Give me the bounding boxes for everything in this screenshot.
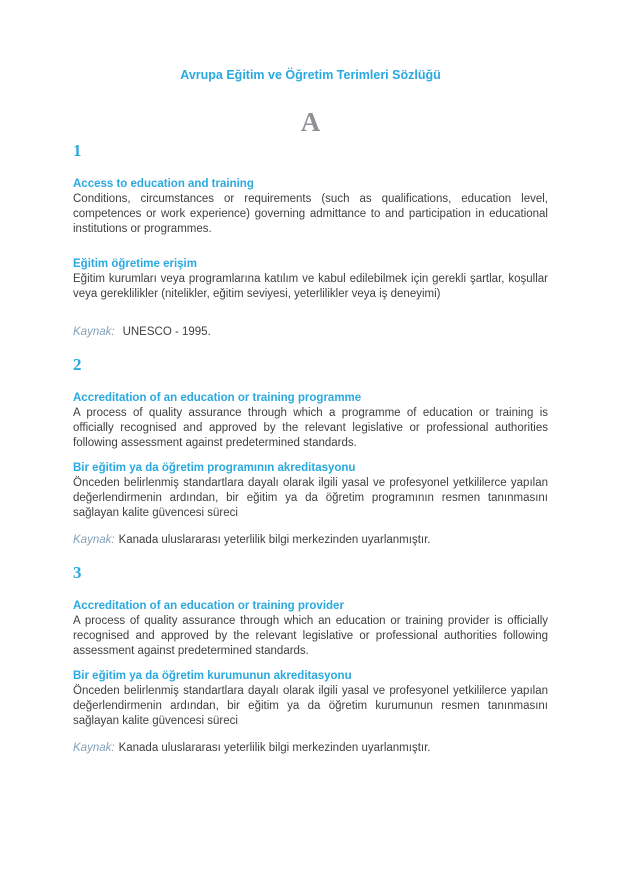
term-english: Accreditation of an education or training programme [73,392,362,404]
term-turkish: Bir eğitim ya da öğretim programının akreditasyonu [73,462,356,474]
glossary-entry [73,564,548,756]
entry-number: 3 [73,563,82,582]
page-title: Avrupa Eğitim ve Öğretim Terimleri Sözlüğü [180,68,441,82]
source-label: Kaynak: [73,326,115,338]
definition-english: A process of quality assurance through which an education or training provider is officially recognised and approved by the relevant legislative or professional authorities following assessment against predetermined standards. [73,615,548,657]
term-turkish: Bir eğitim ya da öğretim kurumunun akreditasyonu [73,670,352,682]
term-english: Accreditation of an education or training provider [73,600,344,612]
section-letter: A [300,107,321,137]
source-text: Kanada uluslararası yeterlilik bilgi merkezinden uyarlanmıştır. [118,742,431,754]
definition-english: A process of quality assurance through which a programme of education or training is officially recognised and approved by the relevant legislative or professional authorities following assessment against predetermined standards. [73,407,548,449]
entry-number: 2 [73,355,82,374]
entry-number: 1 [73,141,82,160]
source-label: Kaynak: [73,534,115,546]
definition-turkish: Önceden belirlenmiş standartlara dayalı olarak ilgili yasal ve profesyonel yetkililerce yapılan değerlendirmenin ardından, bir eğitim ya da öğretim kurumunun resmen tanınmasını sağlayan kalite güvencesi süreci [73,685,548,727]
glossary-entry [73,142,548,340]
term-english: Access to education and training [73,178,254,190]
definition-turkish: Önceden belirlenmiş standartlara dayalı olarak ilgili yasal ve profesyonel yetkililerce yapılan değerlendirmenin ardından, bir eğitim ya da öğretim programının resmen tanınmasını sağlayan kalite güvencesi süreci [73,477,548,519]
definition-turkish: Eğitim kurumları veya programlarına katılım ve kabul edilebilmek için gerekli şartlar, koşullar veya gereklilikler (nitelikler, eğitim seviyesi, yeterlilikler veya iş deneyimi) [73,273,548,300]
source-text: UNESCO - 1995. [122,326,211,338]
source-line [73,741,548,756]
source-line [73,325,548,340]
source-line [73,533,548,548]
source-label: Kaynak: [73,742,115,754]
term-turkish: Eğitim öğretime erişim [73,258,197,270]
definition-english: Conditions, circumstances or requirements (such as qualifications, education level, competences or work experience) governing admittance to and participation in educational institutions or programmes. [73,193,548,235]
source-text: Kanada uluslararası yeterlilik bilgi merkezinden uyarlanmıştır. [118,534,431,546]
glossary-entry [73,356,548,548]
